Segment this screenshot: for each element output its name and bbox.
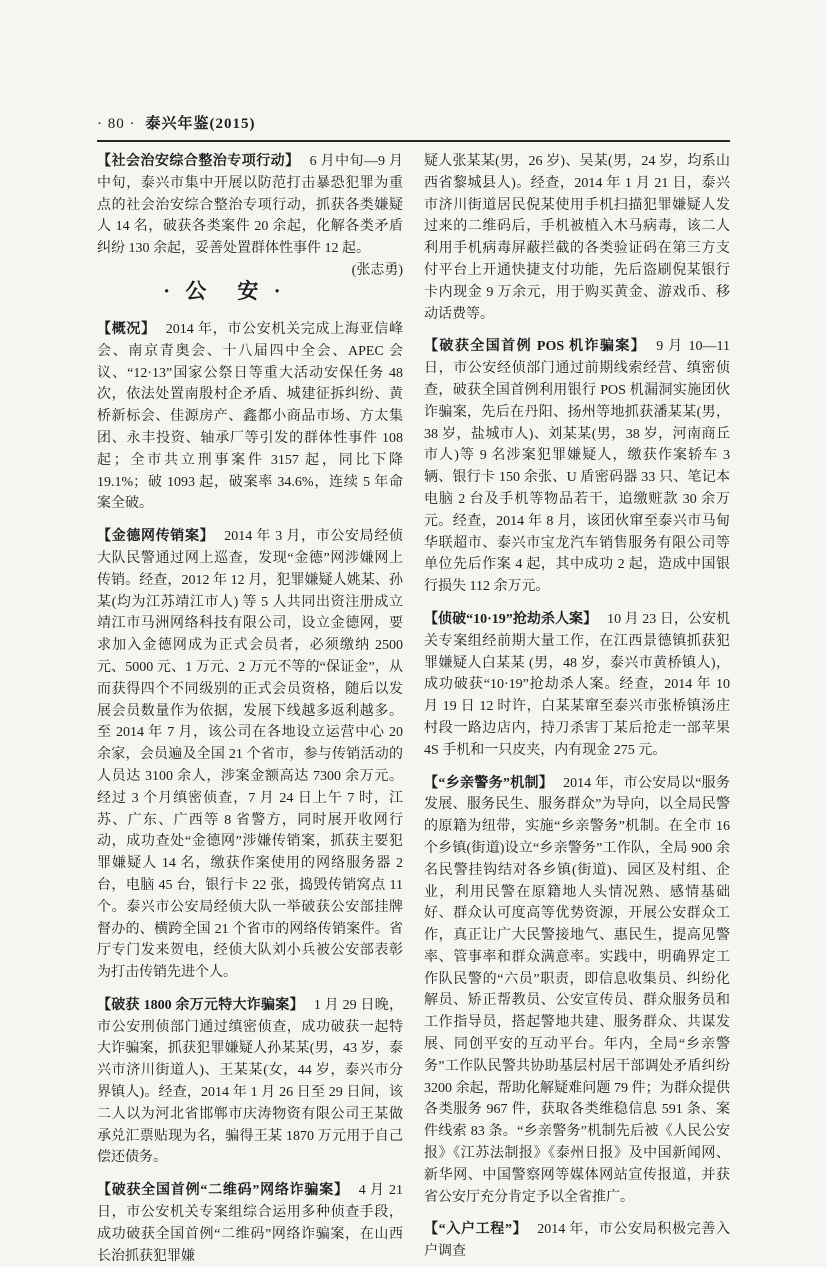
entry-hometown-policing (424, 773, 730, 1209)
entry-title: 【社会治安综合整治专项行动】 (97, 154, 300, 169)
entry-title: 【破获 1800 余万元特大诈骗案】 (97, 997, 304, 1013)
entry-title: 【“入户工程”】 (424, 1222, 528, 1238)
entry-body: 9 月 10—11 日，市公安经侦部门通过前期线索经营、缜密侦查，破获全国首例利用银行 POS 机漏洞实施团伙诈骗案，先后在丹阳、扬州等地抓获潘某某(男，38 岁，盐城市人)、刘某某(男，38 岁，河南商丘市人)等 9 名涉案犯罪嫌疑人，缴获作案轿车 3 辆、银行卡 150 余张、U 盾密码器 33 只、笔记本电脑 2 台及手机等物品若干，追缴赃款 30 余万元。经查，2014 年 8 月，该团伙窜至泰兴市马甸华联超市、泰兴市宝龙汽车销售服务有限公司等单位先后作案 4 起，其中成功 2 起，造成中国银行损失 112 余万元。 (424, 339, 730, 595)
entry-title: 【概况】 (97, 321, 156, 337)
entry-title: 【破获全国首例 POS 机诈骗案】 (424, 339, 647, 355)
entry-overview (97, 319, 403, 515)
entry-title: 【侦破“10·19”抢劫杀人案】 (424, 611, 598, 627)
right-column (424, 151, 730, 1267)
entry-special-action (97, 151, 404, 278)
page-header (97, 112, 730, 142)
entry-body: 2014 年，市公安局以“服务发展、服务民生、服务群众”为导向，以全局民警的原籍为纽带，实施“乡亲警务”机制。在全市 16 个乡镇(街道)设立“乡亲警务”工作队，全局 900 余名民警挂钩结对各乡镇(街道)、园区及村组、企业，利用民警在原籍地人头情况熟、感情基础好、群众认可度高等优势资源，开展公安群众工作，真正让广大民警接地气、惠民生，提高见警率、管事率和群众满意率。实践中，明确界定工作队民警的“六员”职责，即信息收集员、纠纷化解员、矫正帮教员、公安宣传员、群众服务员和工作指导员，搭起警地共建、服务群众、共谋发展、同创平安的互动平台。年内，全局“乡亲警务”工作队民警共协助基层村居干部调处矛盾纠纷 3200 余起，帮助化解疑难问题 79 件；为群众提供各类服务 967 件，获取各类维稳信息 591 条、案件线索 83 条。“乡亲警务”机制先后被《人民公安报》《江苏法制报》《泰州日报》及中国新闻网、新华网、中国警察网等媒体网站宣传报道，并获省公安厅充分肯定予以全省推广。 (424, 775, 730, 1205)
entry-body: 1 月 29 日晚，市公安刑侦部门通过缜密侦查，成功破获一起特大诈骗案，抓获犯罪嫌疑人孙某某(男，43 岁，泰兴市济川街道人)、王某某(女，44 岁，泰兴市分界镇人)。经查，2014 年 1 月 26 日至 29 日间，该二人以为河北省邯郸市庆涛物资有限公司王某做承兑汇票贴现为名，骗得王某 1870 万元用于自己偿还债务。 (97, 997, 404, 1166)
entry-body: 疑人张某某(男，26 岁)、吴某(男，24 岁，均系山西省黎城县人)。经查，2014 年 1 月 21 日，泰兴市济川街道居民倪某使用手机扫描犯罪嫌疑人发过来的二维码后，手机被植入木马病毒，该二人利用手机病毒屏蔽拦截的各类验证码在第三方支付平台上开通快捷支付功能，先后盗刷倪某银行卡内现金 9 万余元，用于购买黄金、游戏币、移动话费等。 (424, 154, 730, 322)
section-title-gongan: · 公 安 · (163, 278, 286, 303)
entry-jinde-pyramid-case (97, 526, 403, 984)
entry-body: 6 月中旬—9 月中旬，泰兴市集中开展以防范打击暴恐犯罪为重点的社会治安综合整治专项行动，抓获各类嫌疑人 14 名，破获各类案件 20 余起，化解各类矛盾纠纷 130 余起，妥善处置群体性事件 12 起。 (97, 154, 404, 257)
page (97, 112, 730, 1267)
left-column (97, 151, 403, 1267)
entry-pos-fraud-case (424, 336, 730, 598)
book-title: 泰兴年鉴(2015) (145, 116, 256, 132)
entry-qrcode-fraud-case (97, 1180, 403, 1267)
entry-body: 2014 年，市公安机关完成上海亚信峰会、南京青奥会、十八届四中全会、APEC 会议、“12·13”国家公祭日等重大活动安保任务 48 次，依法处置南殷村企矛盾、城建征拆纠纷、黄桥新标会、佳源房产、鑫都小商品市场、方太集团、永丰投资、轴承厂等引发的群体性事件 108 起；全市共立刑事案件 3157 起，同比下降 19.1%；破 1093 起，破案率 34.6%，连续 5 年命案全破。 (97, 321, 404, 512)
entry-body: 4 月 21 日，市公安机关专案组综合运用多种侦查手段，成功破获全国首例“二维码”网络诈骗案，在山西长治抓获犯罪嫌 (97, 1183, 404, 1264)
entry-qrcode-fraud-continuation (424, 151, 730, 325)
entry-fraud-18m-case (97, 995, 403, 1169)
entry-body: 10 月 23 日，公安机关专案组经前期大量工作，在江西景德镇抓获犯罪嫌疑人白某某 (男，48 岁，泰兴市黄桥镇人)，成功破获“10·19”抢劫杀人案。经查，2014 年 10 月 19 日 12 时许，白某某窜至泰兴市张桥镇汤庄村段一路边店内，持刀杀害丁某后抢走一部苹果 4S 手机和一只皮夹，内有现金 275 元。 (424, 611, 731, 758)
entry-body: 2014 年 3 月，市公安局经侦大队民警通过网上巡查，发现“金德”网涉嫌网上传销。经查，2012 年 12 月，犯罪嫌疑人姚某、孙某(均为江苏靖江市人) 等 5 人共同出资注册成立靖江市马洲网络科技有限公司，设立金德网，要求加入金德网成为正式会员者，必须缴纳 2500 元、5000 元、1 万元、2 万元不等的“保证金”，从而获得四个不同级别的正式会员资格，随后以发展会员数量作为依据，发展下线越多返利越多。至 2014 年 7 月，该公司在各地设立运营中心 20 余家，会员遍及全国 21 个省市，参与传销活动的人员达 3100 余人，涉案金额高达 7300 余万元。经过 3 个月缜密侦查，7 月 24 日上午 7 时，江苏、广东、广西等 8 省警方，同时展开收网行动，成功查处“金德网”涉嫌传销案，抓获主要犯罪嫌疑人 14 名，缴获作案使用的网络服务器 2 台，电脑 45 台，银行卡 22 张，捣毁传销窝点 11 个。泰兴市公安局经侦大队一举破获公安部挂牌督办的、横跨全国 21 个省市的网络传销案件。省厅专门发来贺电，经侦大队刘小兵被公安部表彰为打击传销先进个人。 (97, 529, 404, 981)
entry-robbery-murder-case (424, 609, 730, 762)
entry-title: 【破获全国首例“二维码”网络诈骗案】 (97, 1183, 349, 1199)
entry-body: 2014 年，市公安局积极完善入户调查 (424, 1222, 731, 1260)
entry-title: 【金德网传销案】 (97, 529, 215, 545)
entry-household-project (424, 1219, 730, 1263)
attribution: (张志勇) (351, 262, 403, 278)
page-number: · 80 · (97, 116, 136, 132)
entry-title: 【“乡亲警务”机制】 (424, 775, 554, 791)
two-column-layout (97, 151, 730, 1267)
